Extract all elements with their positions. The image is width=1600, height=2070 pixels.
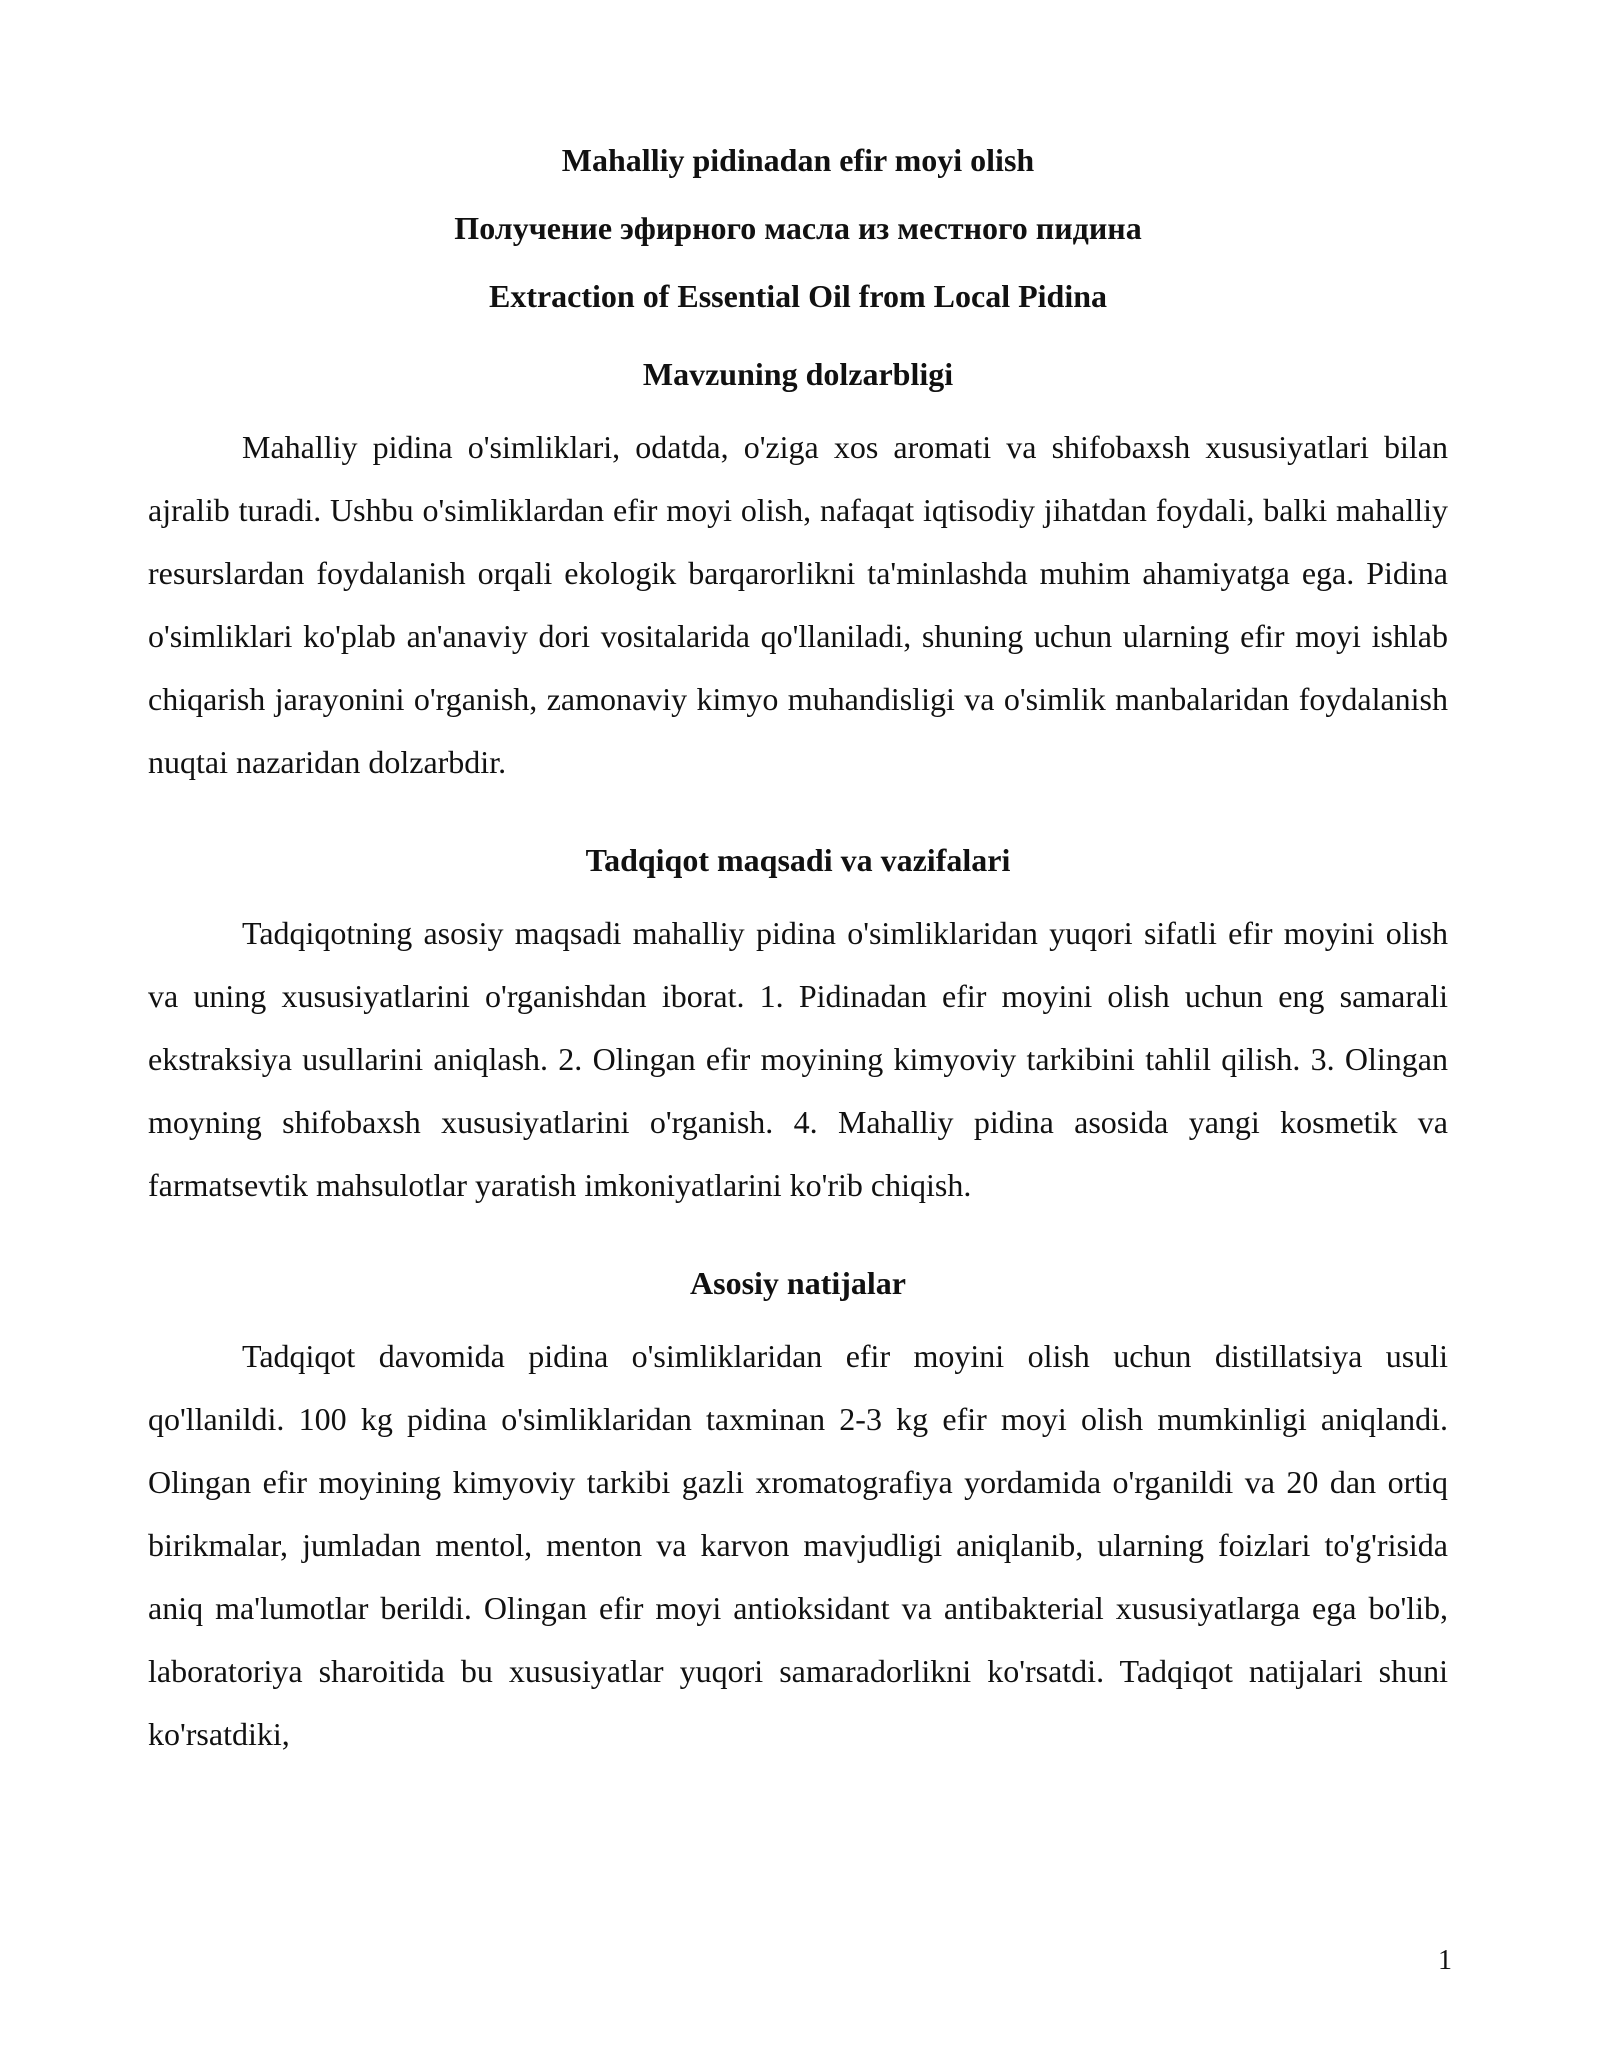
- section-heading-goals: Tadqiqot maqsadi va vazifalari: [585, 842, 1011, 878]
- title-uzbek: Mahalliy pidinadan efir moyi olish: [561, 142, 1035, 178]
- section-heading-results: Asosiy natijalar: [690, 1265, 906, 1301]
- section-paragraph-results: Tadqiqot davomida pidina o'simliklaridan efir moyini olish uchun distillatsiya usuli qo'llanildi. 100 kg pidina o'simliklaridan taxminan 2-3 kg efir moyi olish mumkinligi aniqlandi. Olingan efir moyining kimyoviy tarkibi gazli xromatografiya yordamida o'rganildi va 20 dan ortiq birikmalar, jumladan mentol, menton va karvon mavjudligi aniqlanib, ularning foizlari to'g'risida aniq ma'lumotlar berildi. Olingan efir moyi antioksidant va antibakterial xususiyatlarga ega bo'lib, laboratoriya sharoitida bu xususiyatlar yuqori samaradorlikni ko'rsatdi. Tadqiqot natijalari shuni ko'rsatdiki,: [148, 1338, 1448, 1752]
- title-russian: Получение эфирного масла из местного пидина: [454, 210, 1142, 246]
- document-page: [148, 140, 1448, 1766]
- section-paragraph-goals: Tadqiqotning asosiy maqsadi mahalliy pidina o'simliklaridan yuqori sifatli efir moyini olish va uning xususiyatlarini o'rganishdan iborat. 1. Pidinadan efir moyini olish uchun eng samarali ekstraksiya usullarini aniqlash. 2. Olingan efir moyining kimyoviy tarkibini tahlil qilish. 3. Olingan moyning shifobaxsh xususiyatlarini o'rganish. 4. Mahalliy pidina asosida yangi kosmetik va farmatsevtik mahsulotlar yaratish imkoniyatlarini ko'rib chiqish.: [148, 915, 1448, 1203]
- page-number: 1: [1438, 1945, 1452, 1976]
- section-heading-relevance: Mavzuning dolzarbligi: [642, 356, 954, 392]
- section-paragraph-relevance: Mahalliy pidina o'simliklari, odatda, o'ziga xos aromati va shifobaxsh xususiyatlari bilan ajralib turadi. Ushbu o'simliklardan efir moyi olish, nafaqat iqtisodiy jihatdan foydali, balki mahalliy resurslardan foydalanish orqali ekologik barqarorlikni ta'minlashda muhim ahamiyatga ega. Pidina o'simliklari ko'plab an'anaviy dori vositalarida qo'llaniladi, shuning uchun ularning efir moyi ishlab chiqarish jarayonini o'rganish, zamonaviy kimyo muhandisligi va o'simlik manbalaridan foydalanish nuqtai nazaridan dolzarbdir.: [148, 429, 1448, 780]
- title-english: Extraction of Essential Oil from Local Pidina: [488, 278, 1108, 314]
